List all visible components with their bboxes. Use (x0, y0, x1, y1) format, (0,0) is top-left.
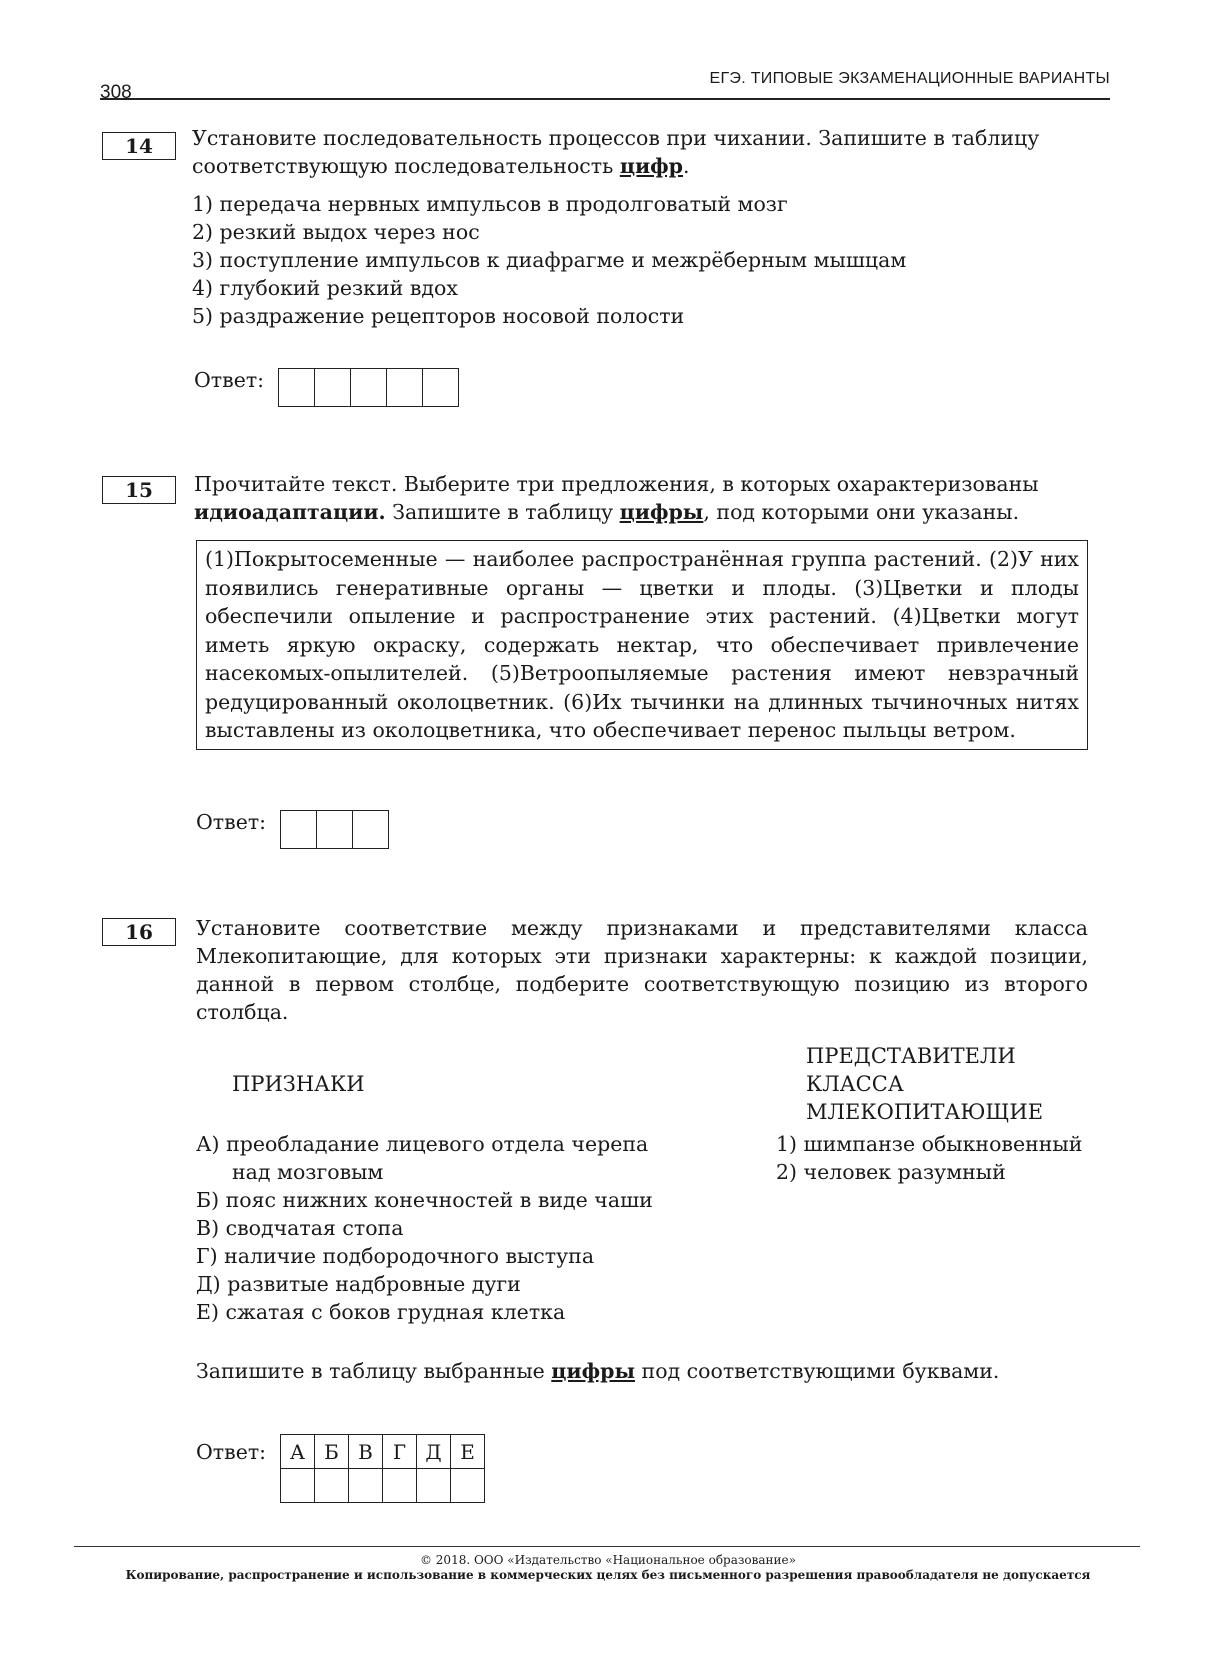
list-item: Б) пояс нижних конечностей в виде чаши (196, 1188, 653, 1212)
answer-cell[interactable] (279, 369, 314, 406)
features-column-header: ПРИЗНАКИ (232, 1072, 365, 1096)
answer-letter: Д (417, 1435, 451, 1469)
footer-rule (74, 1546, 1140, 1547)
task-14-prompt: Установите последовательность процессов при чихании. Запишите в таблицу соответствующую последовательность цифр. (192, 126, 1040, 178)
answer-cell[interactable] (314, 369, 350, 406)
answer-cell[interactable] (281, 1469, 315, 1503)
answer-letter: А (281, 1435, 315, 1469)
list-item: 5) раздражение рецепторов носовой полости (192, 304, 685, 328)
task-15-number: 15 (102, 476, 176, 504)
task-16-instruction: Запишите в таблицу выбранные цифры под соответствующими буквами. (196, 1359, 1000, 1383)
list-item: Е) сжатая с боков грудная клетка (196, 1300, 566, 1324)
answer-cell[interactable] (281, 811, 316, 848)
page-number: 308 (100, 82, 132, 103)
list-item-continuation: над мозговым (232, 1160, 384, 1184)
list-item: 2) человек разумный (776, 1160, 1006, 1184)
answer-cell[interactable] (352, 811, 388, 848)
footer-notice: Копирование, распространение и использование в коммерческих целях без письменного разрешения правообладателя не допускается (125, 1568, 1091, 1582)
footer-copyright: © 2018. ООО «Издательство «Национальное образование» (419, 1553, 796, 1567)
task-16-prompt: Установите соответствие между признаками и представителями класса Млекопитающие, для которых эти признаки характерны: к каждой позиции, данной в первом столбце, подберите соответствующую позицию из второго столбца. (196, 916, 1088, 1024)
list-item: Г) наличие подбородочного выступа (196, 1244, 595, 1268)
task-16-number: 16 (102, 918, 176, 946)
answer-cell[interactable] (350, 369, 386, 406)
features-list (196, 1130, 716, 1326)
task-14-options (192, 190, 906, 330)
representatives-column-header: ПРЕДСТАВИТЕЛИ КЛАССА МЛЕКОПИТАЮЩИЕ (806, 1044, 1044, 1124)
task-16-answer-label: Ответ: (196, 1440, 267, 1464)
task-15-passage: (1)Покрытосеменные — наиболее распространённая группа растений. (2)У них появились генеративные органы — цветки и плоды. (3)Цветки и плоды обеспечили опыление и распространение этих растений. (4)Цветки могут иметь яркую окраску, содержать нектар, что обеспечивает привлечение насекомых-опылителей. (5)Ветроопыляемые растения имеют невзрачный редуцированный околоцветник. (6)Их тычинки на длинных тычиночных нитях выставлены из околоцветника, что обеспечивает перенос пыльцы ветром. (196, 540, 1088, 750)
task-15-answer-label: Ответ: (196, 810, 267, 834)
list-item: 2) резкий выдох через нос (192, 220, 480, 244)
answer-cell[interactable] (422, 369, 458, 406)
list-item: 3) поступление импульсов к диафрагме и межрёберным мышцам (192, 248, 907, 272)
task-16-answer-table (280, 1434, 485, 1503)
list-item: 1) шимпанзе обыкновенный (776, 1132, 1083, 1156)
representatives-list (776, 1130, 1082, 1186)
list-item: 1) передача нервных импульсов в продолговатый мозг (192, 192, 788, 216)
header-rule (100, 98, 1110, 100)
answer-letter: Б (315, 1435, 349, 1469)
task-14-answer-cells (278, 368, 459, 407)
list-item: А) преобладание лицевого отдела черепа (196, 1132, 649, 1156)
list-item: 4) глубокий резкий вдох (192, 276, 458, 300)
answer-cell[interactable] (417, 1469, 451, 1503)
answer-letter: Е (451, 1435, 485, 1469)
task-14-answer-label: Ответ: (194, 368, 265, 392)
answer-letter: В (349, 1435, 383, 1469)
answer-cell[interactable] (386, 369, 422, 406)
list-item: В) сводчатая стопа (196, 1216, 404, 1240)
task-14-number: 14 (102, 132, 176, 160)
answer-cell[interactable] (349, 1469, 383, 1503)
answer-cell[interactable] (451, 1469, 485, 1503)
answer-cell[interactable] (315, 1469, 349, 1503)
task-15-prompt: Прочитайте текст. Выберите три предложения, в которых охарактеризованы идиоадаптации. Запишите в таблицу цифры, под которыми они указаны. (194, 472, 1039, 524)
list-item: Д) развитые надбровные дуги (196, 1272, 521, 1296)
task-15-answer-cells (280, 810, 389, 849)
answer-letter: Г (383, 1435, 417, 1469)
answer-cell[interactable] (383, 1469, 417, 1503)
answer-cell[interactable] (316, 811, 352, 848)
running-header-title: ЕГЭ. ТИПОВЫЕ ЭКЗАМЕНАЦИОННЫЕ ВАРИАНТЫ (709, 70, 1110, 87)
